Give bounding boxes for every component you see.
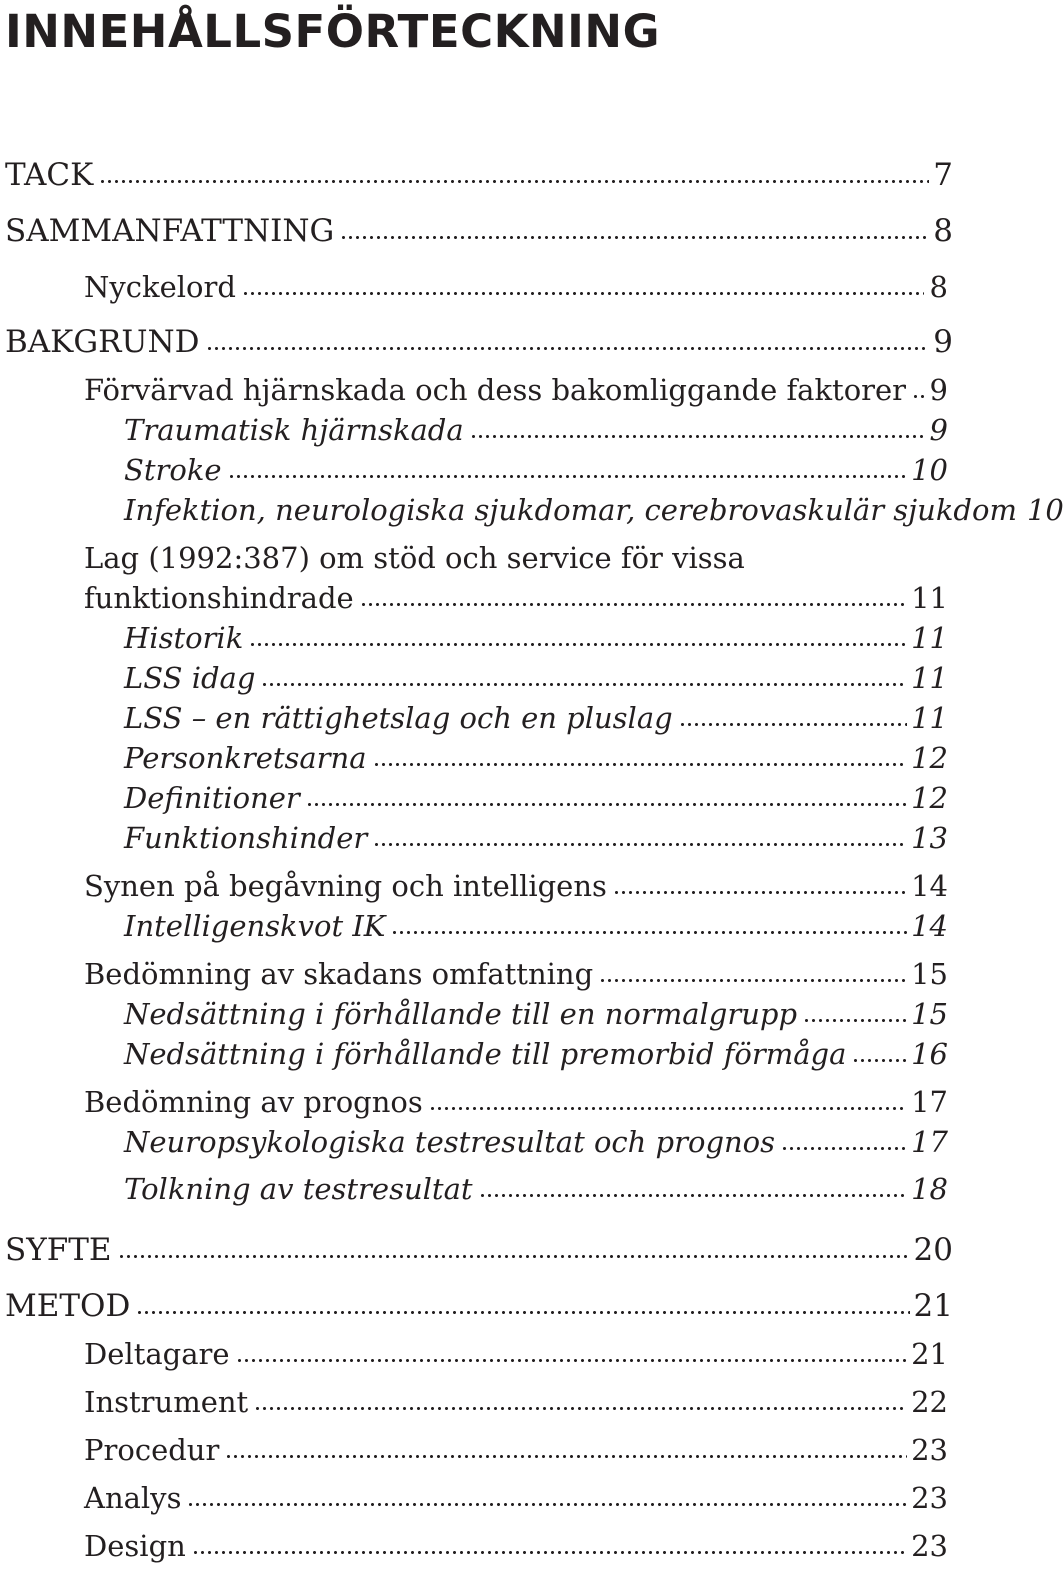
toc-entry-label: METOD <box>5 1288 131 1324</box>
toc-entry[interactable] <box>0 541 948 618</box>
dot-leader <box>912 380 924 400</box>
dot-leader <box>679 708 907 728</box>
toc-entry-label: Bedömning av skadans omfattning <box>84 957 594 991</box>
dot-leader <box>242 277 924 297</box>
toc-entry[interactable] <box>0 1334 948 1374</box>
toc-entry[interactable] <box>0 778 948 818</box>
toc-entry-page: 13 <box>911 821 948 855</box>
dot-leader <box>781 1132 907 1152</box>
toc-entry-label: LSS – en rättighetslag och en pluslag <box>124 701 673 735</box>
dot-leader <box>373 828 907 848</box>
toc-entry-page: 11 <box>911 701 948 735</box>
toc-entry[interactable] <box>0 1286 953 1326</box>
toc-entry-page: 23 <box>911 1433 948 1467</box>
toc-entry[interactable] <box>0 410 948 450</box>
dot-leader <box>306 788 907 808</box>
toc-entry-page: 11 <box>911 621 948 655</box>
toc-entry-page: 23 <box>911 1481 948 1515</box>
toc-entry-label: Procedur <box>84 1433 220 1467</box>
toc-entry-page: 15 <box>911 957 948 991</box>
toc-entry-page: 7 <box>933 157 953 193</box>
toc-entry[interactable] <box>0 267 948 307</box>
toc-entry-label: LSS idag <box>124 661 256 695</box>
toc-entry-label: Bedömning av prognos <box>84 1085 423 1119</box>
toc-entry[interactable] <box>0 1082 948 1122</box>
toc-entry[interactable] <box>0 1122 948 1162</box>
toc-entry-page: 14 <box>911 909 948 943</box>
toc-entry[interactable] <box>0 1034 948 1074</box>
toc-entry-label: Funktionshinder <box>124 821 368 855</box>
dot-leader <box>360 588 907 608</box>
dot-leader <box>261 668 907 688</box>
toc-entry-label: Tolkning av testresultat <box>124 1172 473 1206</box>
toc-entry-label: Traumatisk hjärnskada <box>124 413 464 447</box>
toc-entry[interactable] <box>0 1430 948 1470</box>
toc-entry-label: BAKGRUND <box>5 324 200 360</box>
dot-leader <box>803 1004 907 1024</box>
toc-entry-page: 8 <box>929 270 948 304</box>
toc-entry-page: 9 <box>933 324 953 360</box>
toc-entry-page: 17 <box>911 1085 948 1119</box>
toc-entry[interactable] <box>0 450 948 490</box>
dot-leader <box>373 748 908 768</box>
toc-entry-page: 10 <box>911 453 948 487</box>
toc-entry-page: 10 <box>1026 493 1064 527</box>
toc-entry-label: Nyckelord <box>84 270 236 304</box>
toc-entry[interactable] <box>0 618 948 658</box>
toc-entry-page: 14 <box>911 869 948 903</box>
toc-entry-page: 18 <box>911 1172 948 1206</box>
dot-leader <box>249 628 907 648</box>
toc-entry[interactable] <box>0 1230 953 1270</box>
dot-leader <box>254 1392 907 1412</box>
toc-entry[interactable] <box>0 866 948 906</box>
dot-leader <box>340 219 929 241</box>
page-title: INNEHÅLLSFÖRTECKNING <box>5 5 661 58</box>
toc-entry[interactable] <box>0 818 948 858</box>
toc-entry-label: Design <box>84 1529 186 1563</box>
toc-entry-page: 17 <box>911 1125 948 1159</box>
dot-leader <box>99 163 929 185</box>
dot-leader <box>479 1179 908 1199</box>
toc-entry[interactable] <box>0 211 953 251</box>
dot-leader <box>236 1344 908 1364</box>
toc-entry-label: Synen på begåvning och intelligens <box>84 869 607 903</box>
toc-entry-page: 9 <box>929 413 948 447</box>
toc-entry-page: 20 <box>913 1232 953 1268</box>
toc-entry-label: Nedsättning i förhållande till en normalgrupp <box>124 997 798 1031</box>
toc-entry[interactable] <box>0 994 948 1034</box>
toc-entry-page: 9 <box>929 373 948 407</box>
toc-entry-page: 11 <box>911 661 948 695</box>
toc-entry-label: TACK <box>5 157 94 193</box>
toc-entry-page: 21 <box>911 1337 948 1371</box>
toc-entry-label: Neuropsykologiska testresultat och prognos <box>124 1125 776 1159</box>
toc-entry-label-line1: Lag (1992:387) om stöd och service för vissa <box>84 541 745 575</box>
toc-entry-label: Personkretsarna <box>124 741 367 775</box>
toc-entry-page: 15 <box>911 997 948 1031</box>
toc-entry[interactable] <box>0 906 948 946</box>
dot-leader <box>613 876 907 896</box>
toc-entry[interactable] <box>0 698 948 738</box>
toc-entry[interactable] <box>0 370 948 410</box>
toc-entry[interactable] <box>0 1169 948 1209</box>
toc-entry-label: SYFTE <box>5 1232 112 1268</box>
toc-entry-page: 12 <box>911 741 948 775</box>
toc-entry-label: Deltagare <box>84 1337 230 1371</box>
dot-leader <box>136 1294 909 1316</box>
toc-entry-label: Analys <box>84 1481 182 1515</box>
toc-entry-page: 22 <box>911 1385 948 1419</box>
toc-entry[interactable] <box>0 1382 948 1422</box>
toc-entry[interactable] <box>0 1478 948 1518</box>
dot-leader <box>391 916 907 936</box>
toc-entry-page: 16 <box>911 1037 948 1071</box>
toc-entry-page: 8 <box>933 213 953 249</box>
toc-entry[interactable] <box>0 1526 948 1566</box>
dot-leader <box>852 1044 907 1064</box>
dot-leader <box>429 1092 907 1112</box>
toc-entry-label: Historik <box>124 621 244 655</box>
dot-leader <box>187 1488 907 1508</box>
toc-entry[interactable] <box>0 322 953 362</box>
toc-entry-label: Nedsättning i förhållande till premorbid förmåga <box>124 1037 847 1071</box>
dot-leader <box>599 964 907 984</box>
toc-entry[interactable] <box>0 738 948 778</box>
dot-leader <box>118 1238 910 1260</box>
dot-leader <box>225 1440 907 1460</box>
toc-entry-page: 12 <box>911 781 948 815</box>
dot-leader <box>228 460 908 480</box>
toc-entry-label: funktionshindrade <box>84 581 354 615</box>
toc-entry-label: Intelligenskvot IK <box>124 909 386 943</box>
toc-entry-page: 23 <box>911 1529 948 1563</box>
dot-leader <box>470 420 924 440</box>
toc-entry-page: 11 <box>911 581 948 615</box>
dot-leader <box>206 330 929 352</box>
toc-entry-label: Instrument <box>84 1385 249 1419</box>
toc-entry-page: 21 <box>913 1288 953 1324</box>
toc-entry[interactable] <box>0 155 953 195</box>
toc-entry-label: Förvärvad hjärnskada och dess bakomliggande faktorer <box>84 373 907 407</box>
dot-leader <box>192 1536 907 1556</box>
toc-entry[interactable] <box>0 658 948 698</box>
toc-entry-label: Definitioner <box>124 781 300 815</box>
toc-entry-label: Infektion, neurologiska sjukdomar, cerebrovaskulär sjukdom <box>124 493 1017 527</box>
toc-entry[interactable] <box>0 490 1064 530</box>
toc-entry-label: Stroke <box>124 453 222 487</box>
toc-entry-label: SAMMANFATTNING <box>5 213 335 249</box>
toc-entry[interactable] <box>0 954 948 994</box>
